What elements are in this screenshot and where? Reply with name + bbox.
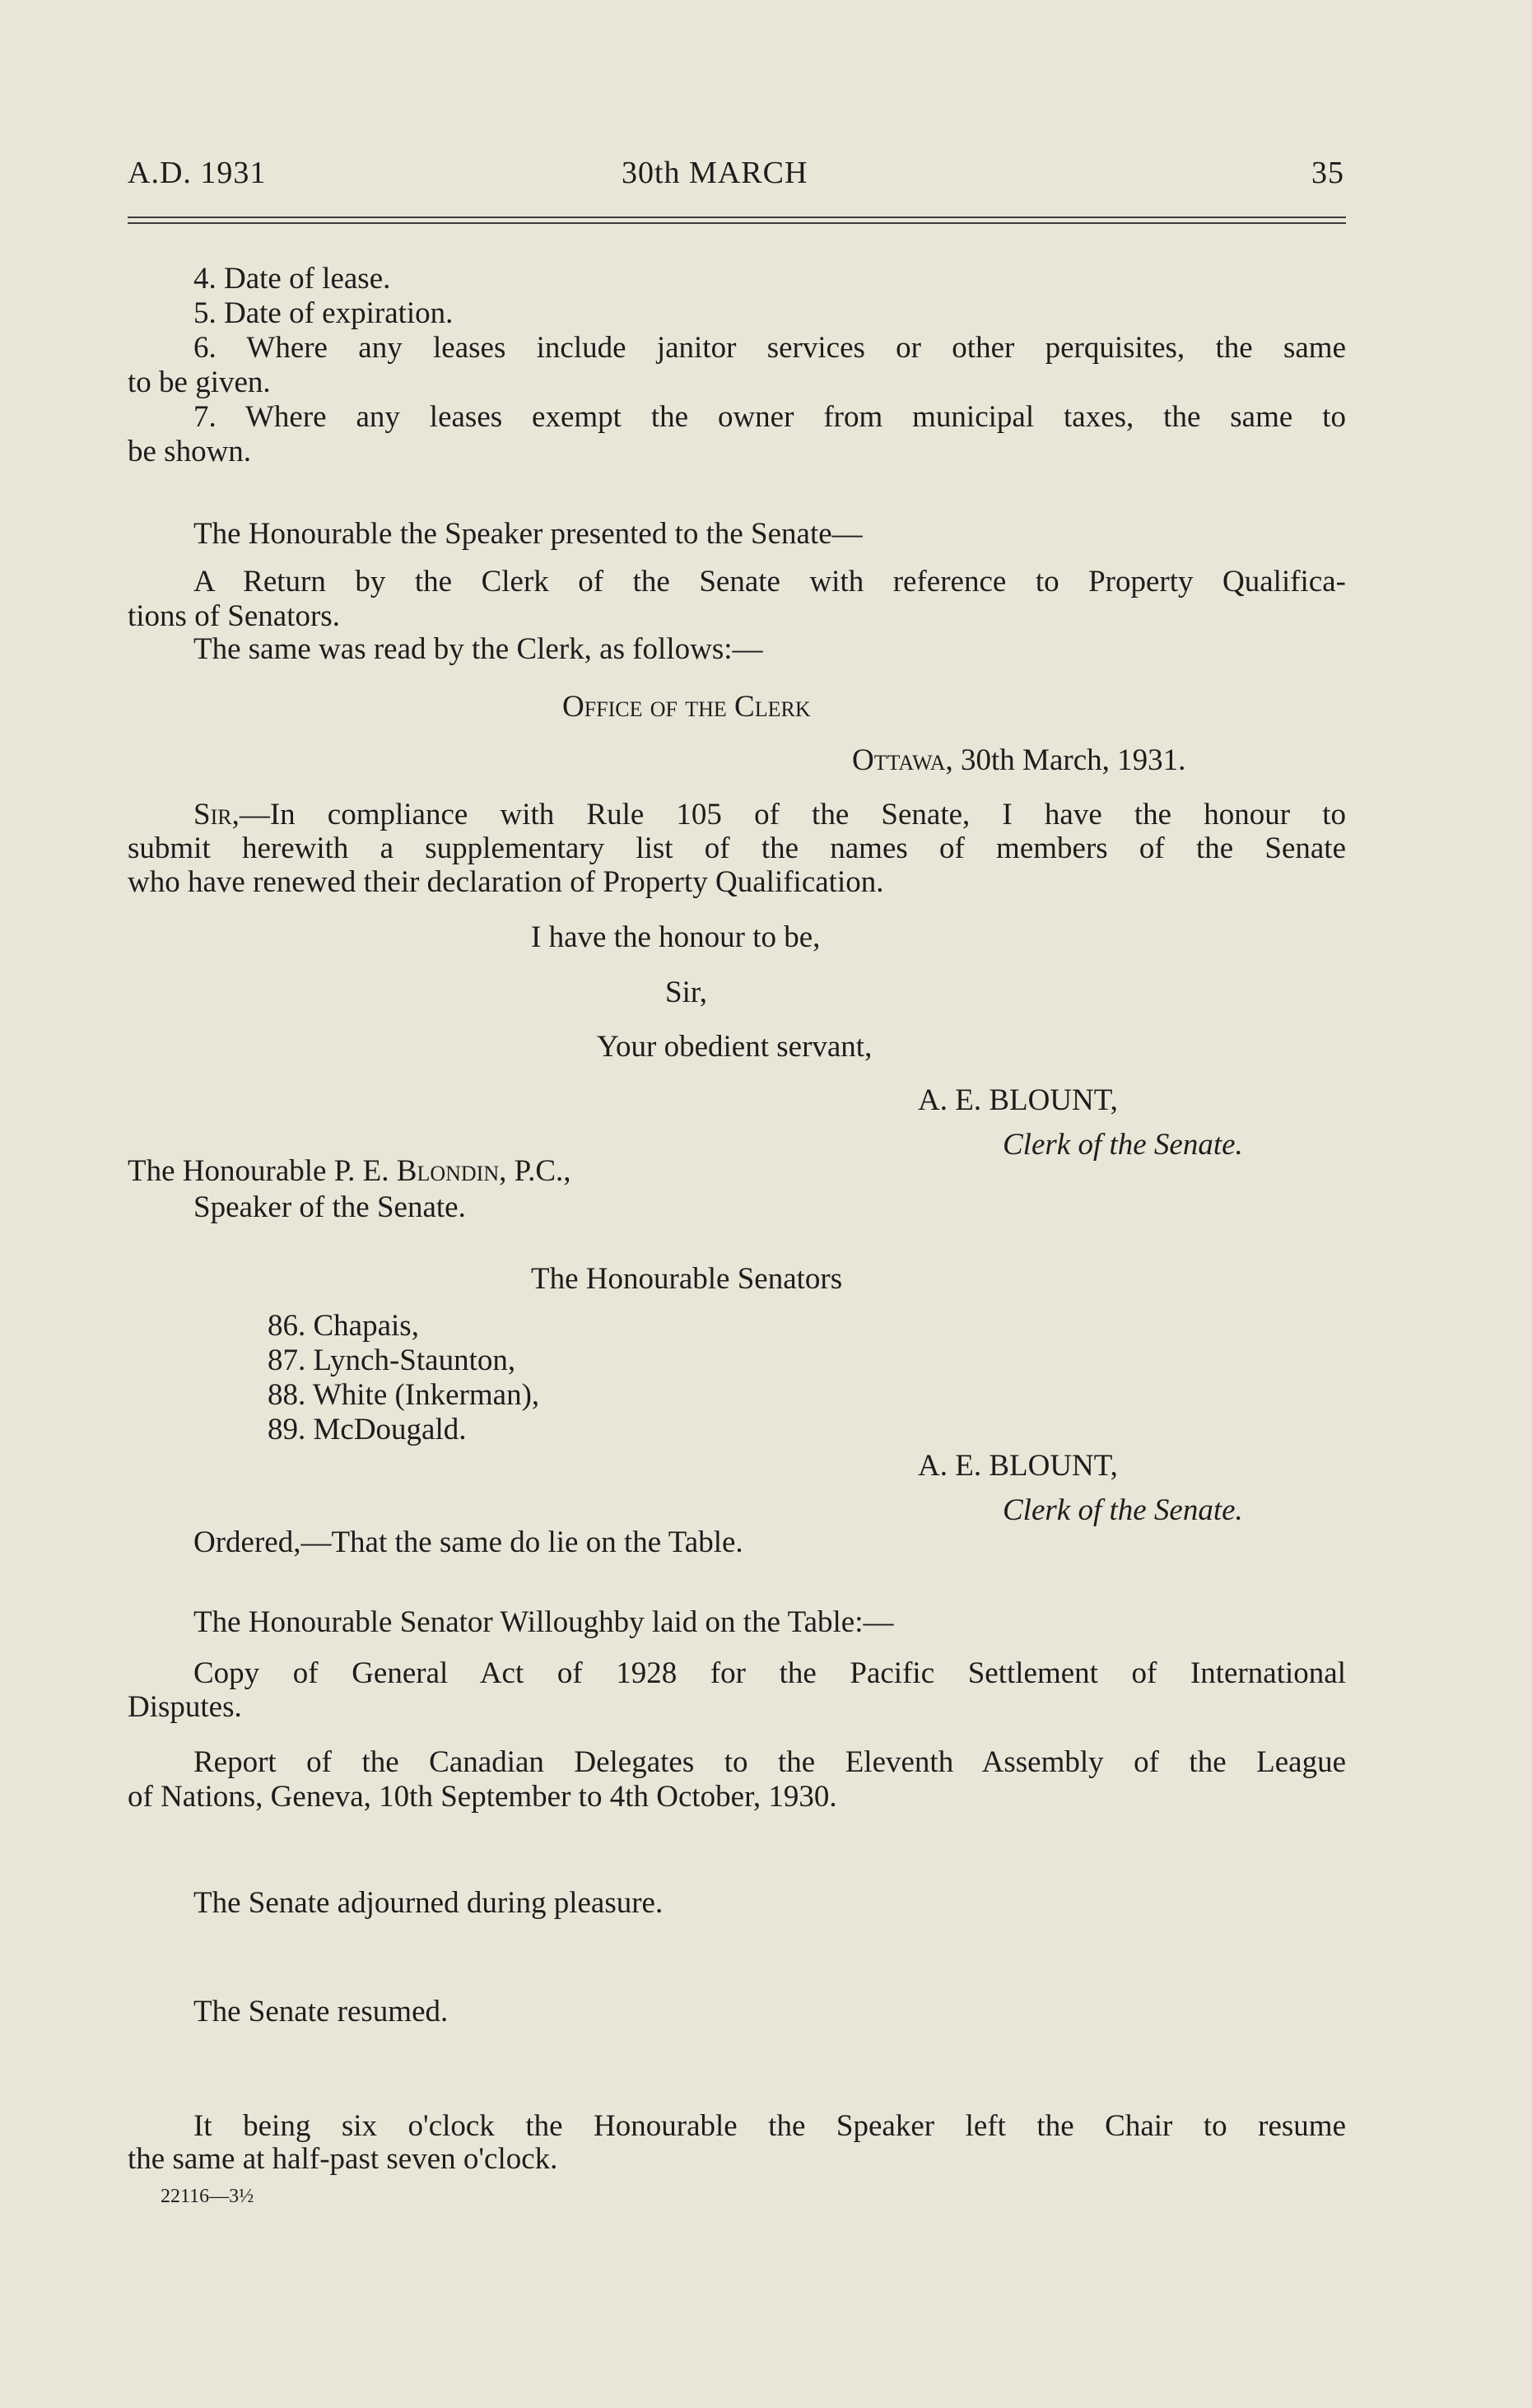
- item-text: Date of expiration.: [224, 296, 454, 330]
- copy-line-2: Disputes.: [128, 1690, 242, 1724]
- closing-1: I have the honour to be,: [531, 920, 821, 954]
- list-signature-name: A. E. BLOUNT,: [918, 1449, 1118, 1483]
- item-number: 7.: [193, 400, 217, 434]
- header-date-text: 30th MARCH: [622, 156, 808, 190]
- senator-name: Lynch-Staunton,: [313, 1344, 516, 1377]
- item-number: 4.: [193, 262, 217, 296]
- copy-line-1: Copy of General Act of 1928 for the Pacific Settlement of International: [193, 1656, 1346, 1690]
- addressee-name: Blondin: [396, 1154, 500, 1188]
- letter-body-line-1: —In compliance with Rule 105 of the Senate, I have the honour to: [239, 798, 1346, 831]
- printer-footnote: 22116—3½: [161, 2186, 254, 2207]
- report-line-1: Report of the Canadian Delegates to the Eleventh Assembly of the League: [193, 1745, 1346, 1779]
- letter-line-2: submit herewith a supplementary list of the names of members of the Senate: [128, 831, 1346, 865]
- letter-line-3: who have renewed their declaration of Property Qualification.: [128, 865, 884, 899]
- item-7-line-2: be shown.: [128, 435, 252, 468]
- resumed: The Senate resumed.: [193, 1995, 449, 2028]
- item-6-line-2: to be given.: [128, 366, 271, 399]
- senator-number: 88.: [268, 1378, 306, 1412]
- return-line-2: tions of Senators.: [128, 599, 340, 633]
- signature-title: Clerk of the Senate.: [1003, 1128, 1243, 1162]
- senator-name: Chapais,: [313, 1309, 419, 1343]
- six-oclock-line-2: the same at half-past seven o'clock.: [128, 2142, 558, 2176]
- speaker-presented: The Honourable the Speaker presented to the Senate—: [193, 517, 863, 551]
- adjourned: The Senate adjourned during pleasure.: [193, 1886, 664, 1920]
- return-line-1: A Return by the Clerk of the Senate with reference to Property Qualifica-: [193, 565, 1346, 599]
- senator-name: McDougald.: [313, 1413, 467, 1446]
- item-text: Date of lease.: [224, 262, 391, 296]
- dateline: [852, 743, 1185, 777]
- senator-item: [268, 1344, 515, 1377]
- list-signature-title: Clerk of the Senate.: [1003, 1493, 1243, 1527]
- header-year: A.D. 1931: [128, 156, 267, 190]
- item-number: 6.: [193, 331, 217, 365]
- letter-salutation: Sir,: [193, 798, 240, 831]
- signature-name: A. E. BLOUNT,: [918, 1083, 1118, 1117]
- item-text: Where any leases include janitor services or other perquisites, the same: [246, 331, 1346, 365]
- item-text: Where any leases exempt the owner from municipal taxes, the same to: [244, 400, 1346, 434]
- six-oclock-line-1: It being six o'clock the Honourable the Speaker left the Chair to resume: [193, 2109, 1346, 2143]
- senator-item: [268, 1413, 467, 1446]
- addressee: [128, 1154, 571, 1188]
- report-line-2: of Nations, Geneva, 10th September to 4th October, 1930.: [128, 1780, 837, 1814]
- item-7-line-1: [193, 400, 1346, 434]
- senator-name: White (Inkerman),: [312, 1378, 540, 1412]
- senator-item: [268, 1378, 539, 1412]
- read-by-clerk: The same was read by the Clerk, as follows:—: [193, 632, 763, 666]
- dateline-date: 30th March, 1931.: [961, 743, 1186, 777]
- addressee-suffix: , P.C.,: [499, 1154, 571, 1188]
- item-5: [193, 296, 453, 330]
- senator-number: 87.: [268, 1344, 306, 1377]
- senator-number: 86.: [268, 1309, 306, 1343]
- ordered: Ordered,—That the same do lie on the Table.: [193, 1525, 743, 1559]
- item-6-line-1: [193, 331, 1346, 365]
- item-4: [193, 262, 390, 296]
- header-rule-top: [128, 217, 1346, 218]
- addressee-prefix: The Honourable P. E.: [128, 1154, 389, 1188]
- header-date: [622, 155, 808, 191]
- willoughby: The Honourable Senator Willoughby laid on the Table:—: [193, 1605, 894, 1639]
- senator-item: [268, 1309, 419, 1343]
- closing-2: Sir,: [665, 976, 707, 1009]
- item-number: 5.: [193, 296, 217, 330]
- dateline-place: Ottawa,: [852, 743, 953, 777]
- letter-line-1: [193, 798, 1346, 831]
- office-heading: Office of the Clerk: [562, 690, 811, 724]
- page-number: 35: [1311, 156, 1344, 190]
- closing-3: Your obedient servant,: [597, 1030, 873, 1064]
- addressee-title: Speaker of the Senate.: [193, 1190, 466, 1224]
- senator-number: 89.: [268, 1413, 306, 1446]
- header-rule-bottom: [128, 222, 1346, 224]
- senators-heading: The Honourable Senators: [531, 1262, 843, 1296]
